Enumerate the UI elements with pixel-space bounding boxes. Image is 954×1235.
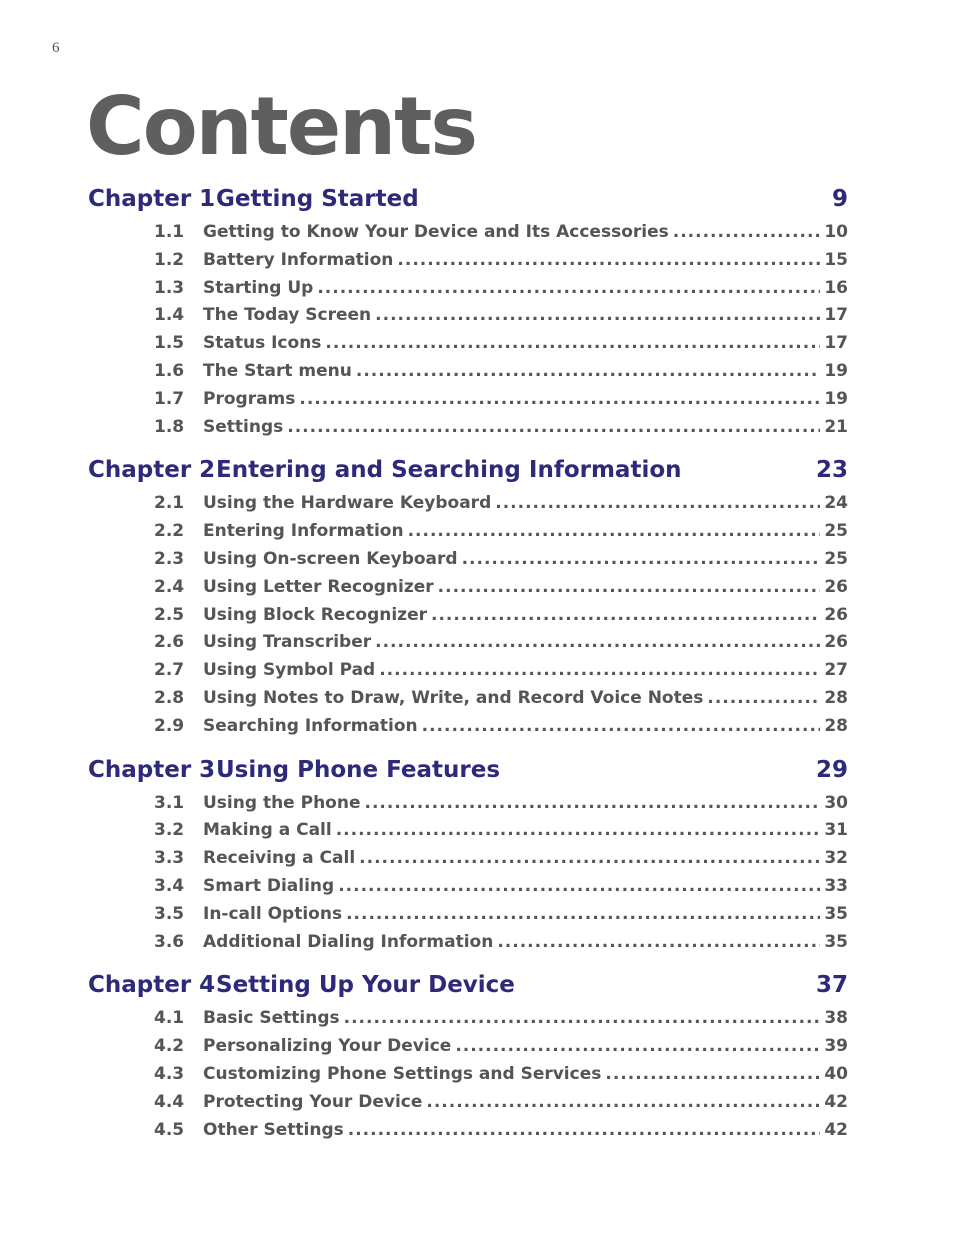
toc-entry[interactable]: [88, 1064, 848, 1092]
entry-title: Using On-screen Keyboard: [203, 548, 458, 569]
chapter-label: Chapter 4: [88, 972, 216, 999]
dot-leader: [408, 521, 821, 541]
dot-leader: [462, 549, 821, 569]
entry-page-number: 24: [824, 493, 848, 514]
entry-number: 3.2: [154, 820, 185, 841]
toc-entry[interactable]: [88, 660, 848, 688]
entry-number: 4.1: [154, 1008, 185, 1029]
toc-entry[interactable]: [88, 848, 848, 876]
entry-title: Protecting Your Device: [203, 1091, 423, 1112]
dot-leader: [325, 333, 820, 353]
chapter-title: Entering and Searching Information: [216, 457, 682, 484]
chapter-page: 37: [815, 972, 848, 999]
dot-leader: [707, 688, 820, 708]
toc-entry[interactable]: [88, 417, 848, 445]
dot-leader: [338, 876, 820, 896]
toc-entry[interactable]: [88, 632, 848, 660]
dot-leader: [336, 820, 821, 840]
dot-leader: [375, 632, 820, 652]
toc-entry[interactable]: [88, 549, 848, 577]
dot-leader: [422, 716, 821, 736]
entry-page-number: 28: [824, 687, 848, 708]
entry-title: Using the Hardware Keyboard: [203, 493, 492, 514]
entry-number: 3.5: [154, 903, 185, 924]
entry-number: 4.4: [154, 1091, 185, 1112]
entry-page-number: 26: [824, 576, 848, 597]
entry-number: 2.4: [154, 576, 185, 597]
chapter-section: [88, 757, 848, 960]
dot-leader: [287, 417, 820, 437]
dot-leader: [375, 305, 820, 325]
chapter-section: [88, 186, 848, 444]
chapter-label: Chapter 1: [88, 186, 216, 212]
entry-page-number: 31: [824, 820, 848, 841]
entry-page-number: 39: [824, 1036, 848, 1057]
entry-title: Programs: [203, 388, 296, 409]
entry-page-number: 32: [824, 848, 848, 869]
chapter-heading[interactable]: [88, 972, 848, 1008]
entry-page-number: 33: [824, 875, 848, 896]
dot-leader: [431, 605, 820, 625]
entry-title: Starting Up: [203, 277, 314, 298]
toc-entry[interactable]: [88, 1120, 848, 1148]
entry-page-number: 25: [824, 521, 848, 542]
page-number: 6: [52, 40, 60, 56]
entry-title: Getting to Know Your Device and Its Accessories: [203, 222, 669, 242]
toc-entry[interactable]: [88, 1092, 848, 1120]
toc-entry[interactable]: [88, 820, 848, 848]
entry-number: 1.1: [154, 222, 185, 242]
entry-page-number: 16: [824, 277, 848, 298]
entry-page-number: 19: [824, 388, 848, 409]
entry-number: 4.2: [154, 1036, 185, 1057]
entry-title: Using Letter Recognizer: [203, 576, 434, 597]
entry-page-number: 28: [824, 715, 848, 736]
toc-entry[interactable]: [88, 493, 848, 521]
dot-leader: [497, 932, 820, 952]
toc-entry[interactable]: [88, 250, 848, 278]
entry-page-number: 10: [824, 222, 848, 242]
chapter-section: [88, 457, 848, 743]
entry-page-number: 15: [824, 249, 848, 270]
toc-entry[interactable]: [88, 932, 848, 960]
entry-number: 3.4: [154, 875, 185, 896]
chapter-title: Using Phone Features: [216, 756, 501, 783]
entry-title: Searching Information: [203, 715, 418, 736]
entry-number: 2.7: [154, 660, 185, 681]
entry-page-number: 35: [824, 931, 848, 952]
dot-leader: [365, 793, 821, 813]
dot-leader: [438, 577, 821, 597]
entry-title: Status Icons: [203, 333, 322, 354]
entry-page-number: 21: [824, 416, 848, 437]
entry-title: Additional Dialing Information: [203, 931, 494, 952]
chapter-heading[interactable]: [88, 457, 848, 493]
entry-number: 2.6: [154, 632, 185, 653]
entry-page-number: 42: [824, 1091, 848, 1112]
dot-leader: [359, 848, 820, 868]
entry-page-number: 27: [824, 660, 848, 681]
chapter-page: 23: [815, 457, 848, 484]
dot-leader: [344, 1008, 821, 1028]
entry-number: 1.6: [154, 360, 185, 381]
entry-number: 2.5: [154, 604, 185, 625]
toc-entry[interactable]: [88, 222, 848, 250]
entry-page-number: 26: [824, 632, 848, 653]
entry-page-number: 30: [824, 792, 848, 813]
entry-page-number: 26: [824, 604, 848, 625]
entry-number: 2.2: [154, 521, 185, 542]
entry-number: 4.3: [154, 1063, 185, 1084]
entry-number: 2.8: [154, 687, 185, 708]
toc-entry[interactable]: [88, 1008, 848, 1036]
entry-title: The Start menu: [203, 360, 352, 381]
entry-number: 1.5: [154, 333, 185, 354]
toc-entry[interactable]: [88, 577, 848, 605]
entry-number: 3.1: [154, 792, 185, 813]
entry-number: 3.3: [154, 848, 185, 869]
entry-title: Other Settings: [203, 1119, 344, 1140]
entry-title: Using the Phone: [203, 792, 361, 813]
entry-title: Basic Settings: [203, 1008, 340, 1029]
entry-number: 1.8: [154, 416, 185, 437]
entry-title: Making a Call: [203, 820, 332, 841]
toc-entry[interactable]: [88, 688, 848, 716]
chapter-heading[interactable]: [88, 186, 848, 222]
toc-entry[interactable]: [88, 333, 848, 361]
dot-leader: [346, 904, 820, 924]
dot-leader: [348, 1120, 821, 1140]
dot-leader: [299, 389, 820, 409]
entry-page-number: 25: [824, 548, 848, 569]
dot-leader: [426, 1092, 820, 1112]
entry-title: Settings: [203, 416, 284, 437]
entry-title: In-call Options: [203, 903, 343, 924]
dot-leader: [397, 250, 820, 270]
toc-entry[interactable]: [88, 793, 848, 821]
dot-leader: [495, 493, 820, 513]
entry-page-number: 40: [824, 1063, 848, 1084]
toc-entry[interactable]: [88, 278, 848, 306]
toc-entry[interactable]: [88, 1036, 848, 1064]
entry-title: Using Symbol Pad: [203, 660, 376, 681]
toc-entry[interactable]: [88, 361, 848, 389]
entry-page-number: 17: [824, 305, 848, 326]
entry-number: 2.1: [154, 493, 185, 514]
toc-entry[interactable]: [88, 904, 848, 932]
dot-leader: [356, 361, 820, 381]
entry-title: Smart Dialing: [203, 875, 335, 896]
entry-title: Entering Information: [203, 521, 404, 542]
toc-entry[interactable]: [88, 716, 848, 744]
chapter-page: 29: [815, 756, 848, 783]
entry-page-number: 42: [824, 1119, 848, 1140]
entry-page-number: 19: [824, 360, 848, 381]
entry-number: 1.2: [154, 249, 185, 270]
entry-number: 1.4: [154, 305, 185, 326]
entry-number: 2.3: [154, 548, 185, 569]
dot-leader: [455, 1036, 820, 1056]
dot-leader: [673, 222, 821, 242]
dot-leader: [317, 278, 820, 298]
entry-number: 4.5: [154, 1119, 185, 1140]
chapter-title: Setting Up Your Device: [216, 972, 515, 999]
chapter-label: Chapter 2: [88, 457, 216, 484]
chapter-section: [88, 972, 848, 1147]
entry-page-number: 38: [824, 1008, 848, 1029]
dot-leader: [605, 1064, 820, 1084]
entry-title: The Today Screen: [203, 305, 372, 326]
entry-number: 3.6: [154, 931, 185, 952]
table-of-contents: [88, 186, 848, 1160]
entry-number: 1.7: [154, 388, 185, 409]
entry-page-number: 35: [824, 903, 848, 924]
chapter-label: Chapter 3: [88, 756, 216, 783]
toc-entry[interactable]: [88, 305, 848, 333]
entry-title: Battery Information: [203, 249, 394, 270]
chapter-title: Getting Started: [216, 186, 419, 212]
entry-number: 2.9: [154, 715, 185, 736]
entry-page-number: 17: [824, 333, 848, 354]
entry-title: Customizing Phone Settings and Services: [203, 1063, 602, 1084]
page-title: Contents: [86, 80, 476, 173]
chapter-page: 9: [831, 186, 848, 212]
entry-number: 1.3: [154, 277, 185, 298]
toc-entry[interactable]: [88, 389, 848, 417]
dot-leader: [379, 660, 820, 680]
entry-title: Using Block Recognizer: [203, 604, 427, 625]
toc-entry[interactable]: [88, 605, 848, 633]
entry-title: Personalizing Your Device: [203, 1036, 452, 1057]
entry-title: Using Notes to Draw, Write, and Record Voice Notes: [203, 687, 704, 708]
toc-entry[interactable]: [88, 521, 848, 549]
entry-title: Receiving a Call: [203, 848, 356, 869]
entry-title: Using Transcriber: [203, 632, 372, 653]
chapter-heading[interactable]: [88, 757, 848, 793]
toc-entry[interactable]: [88, 876, 848, 904]
